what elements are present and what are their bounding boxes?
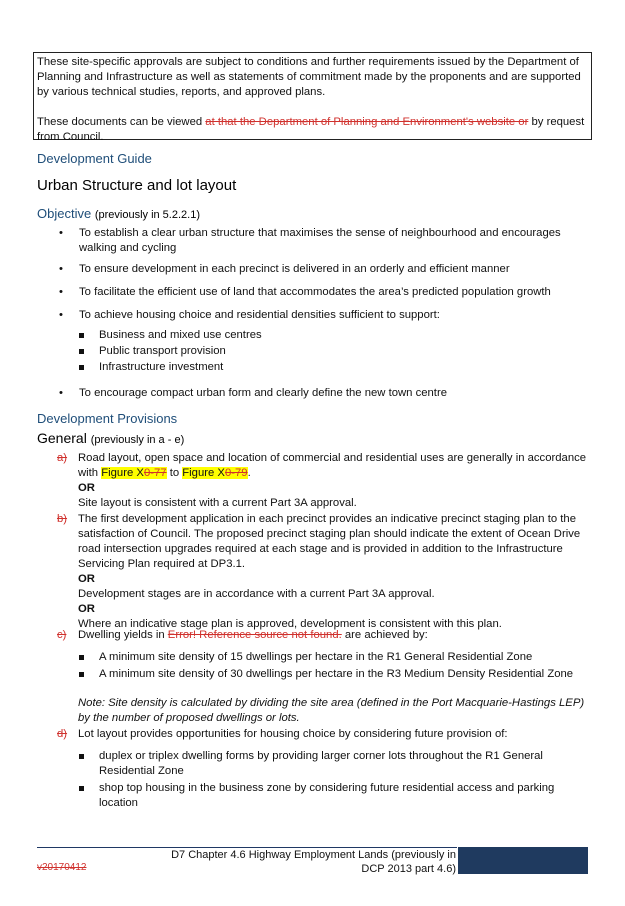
struck-text: 0-79 [224, 467, 248, 479]
provision-text: Road layout, open space and location of commercial and residential uses are generally in accordance with [78, 452, 587, 479]
list-item [37, 749, 592, 779]
list-item-text: Business and mixed use centres [99, 329, 262, 341]
provision-text: Dwelling yields in [78, 629, 168, 641]
list-item-text: A minimum site density of 30 dwellings per hectare in the R3 Medium Density Residential Zone [99, 668, 574, 680]
heading-development-guide: Development Guide [37, 151, 152, 166]
heading-general [37, 431, 184, 448]
heading-urban-structure: Urban Structure and lot layout [37, 177, 237, 194]
list-item [37, 328, 592, 344]
provision-d [37, 727, 592, 742]
site-density-note: Note: Site density is calculated by dividing the site area (defined in the Port Macquarie-Hastings LEP) by the number of proposed dwellings or lots. [78, 697, 585, 724]
or-label: OR [78, 573, 95, 585]
notice-box [33, 52, 592, 143]
figure-reference: Figure X [101, 467, 144, 479]
list-item-text: To ensure development in each precinct is delivered in an orderly and efficient manner [79, 263, 510, 275]
notice-paragraph-1: These site-specific approvals are subject to conditions and further requirements issued by the Department of Planning and Infrastructure as well as statements of commitment made by the proponents and are supported by various technical studies, reports, and approved plans. [37, 56, 581, 98]
struck-text: 0-77 [143, 467, 167, 479]
provision-b [37, 512, 592, 632]
list-item [37, 360, 592, 376]
or-label: OR [78, 603, 95, 615]
notice-text: These documents can be viewed [37, 116, 206, 128]
list-item-text: To establish a clear urban structure that maximises the sense of neighbourhood and encourages walking and cycling [79, 227, 561, 254]
provision-text: to [166, 467, 183, 479]
objectives-list [37, 226, 592, 328]
list-item: • To ensure development in each precinct is delivered in an orderly and efficient manner [59, 263, 510, 275]
list-item-text: To achieve housing choice and residential densities sufficient to support: [79, 309, 440, 321]
provision-alt: Development stages are in accordance with a current Part 3A approval. [78, 588, 435, 600]
list-item-text: duplex or triplex dwelling forms by providing larger corner lots throughout the R1 General Residential Zone [99, 750, 543, 777]
provision-c [37, 628, 592, 643]
version-label: v20170412 [37, 862, 87, 873]
list-item [37, 781, 592, 811]
list-item [37, 667, 592, 682]
heading-objective [37, 206, 200, 223]
list-item-text: A minimum site density of 15 dwellings per hectare in the R1 General Residential Zone [99, 651, 533, 663]
general-label: General [37, 430, 87, 446]
list-item [37, 344, 592, 360]
provision-text: are achieved by: [341, 629, 428, 641]
list-item-text: Infrastructure investment [99, 361, 224, 373]
list-item-text: Public transport provision [99, 345, 226, 357]
notice-text-end: by request from Council. [37, 116, 585, 143]
objective-note: (previously in 5.2.2.1) [94, 209, 200, 221]
list-item: • To encourage compact urban form and clearly define the new town centre [59, 387, 447, 399]
provision-a [37, 451, 592, 511]
provision-label: a) [57, 452, 68, 464]
objectives-list-last [37, 386, 592, 401]
provision-alt: Where an indicative stage plan is approved, development is consistent with this plan. [78, 618, 502, 630]
provision-text: The first development application in each precinct provides an indicative precinct staging plan to the satisfaction of Council. The proposed precinct staging plan should indicate the extent of Ocean Drive road intersection upgrades required at each stage and is provided in addition to the Infrastructure Servicing Plan required at DP3.1. [78, 513, 581, 570]
struck-text: at that the Department of Planning and Environment's website or [205, 116, 529, 128]
provision-label: d) [57, 728, 68, 740]
provision-alt: Site layout is consistent with a current Part 3A approval. [78, 497, 357, 509]
notice-paragraph-2 [37, 115, 588, 145]
provision-text: . [247, 467, 251, 479]
housing-list [37, 749, 592, 811]
provision-label: c) [57, 629, 67, 641]
objective-label: Objective [37, 206, 92, 221]
provision-text: Lot layout provides opportunities for housing choice by considering future provision of: [78, 728, 508, 740]
figure-reference: Figure X [182, 467, 225, 479]
general-note: (previously in a - e) [90, 434, 185, 446]
list-item: • To establish a clear urban structure that maximises the sense of neighbourhood and encourages walking and cycling [59, 227, 561, 254]
list-item: • To achieve housing choice and residential densities sufficient to support: [59, 309, 440, 321]
list-item [37, 650, 592, 665]
list-item: • To facilitate the efficient use of land that accommodates the area’s predicted population growth [59, 286, 551, 298]
struck-text: Error! Reference source not found. [167, 629, 342, 641]
list-item-text: To encourage compact urban form and clearly define the new town centre [79, 387, 447, 399]
density-list [37, 650, 592, 682]
or-label: OR [78, 482, 95, 494]
footer-title: D7 Chapter 4.6 Highway Employment Lands (previously in DCP 2013 part 4.6) [171, 849, 456, 875]
footer-color-block [458, 847, 588, 874]
support-list [37, 328, 592, 376]
heading-development-provisions: Development Provisions [37, 411, 178, 426]
list-item-text: To facilitate the efficient use of land that accommodates the area’s predicted population growth [79, 286, 551, 298]
provision-label: b) [57, 513, 68, 525]
list-item-text: shop top housing in the business zone by considering future residential access and parking location [99, 782, 555, 809]
